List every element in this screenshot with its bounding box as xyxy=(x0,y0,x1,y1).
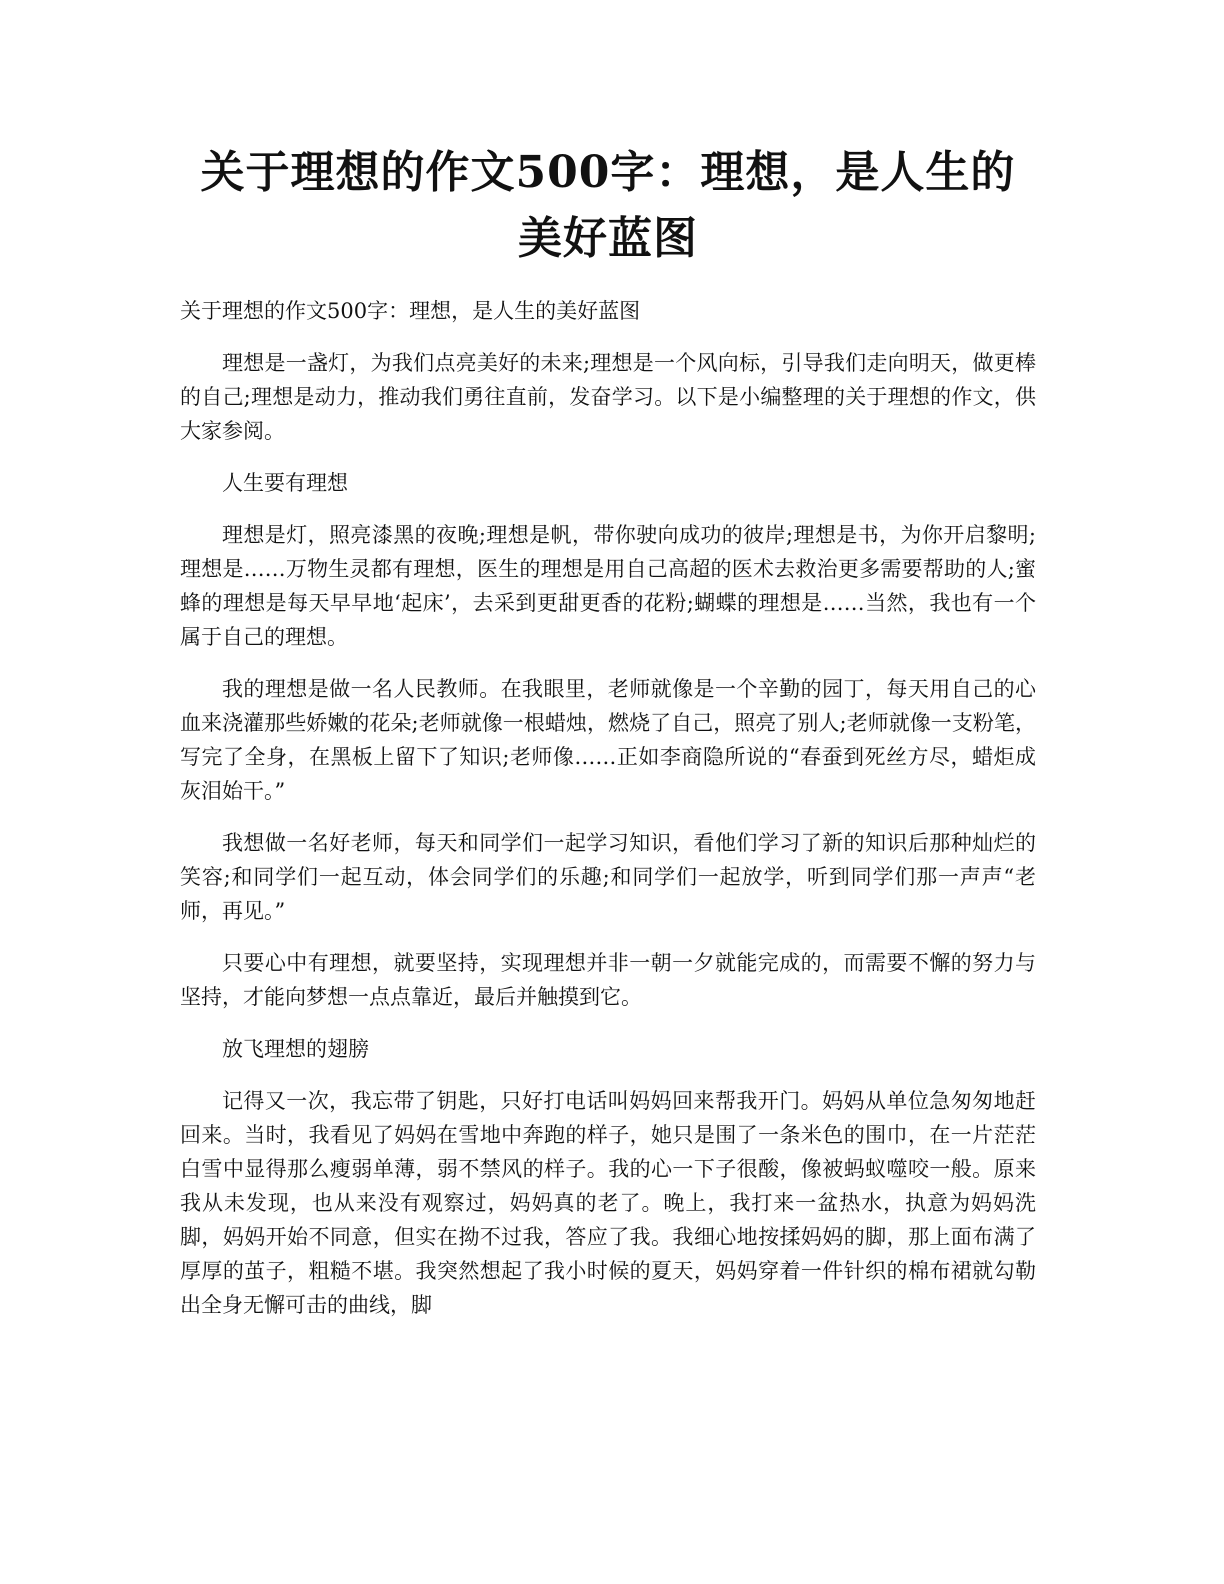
paragraph: 记得又一次，我忘带了钥匙，只好打电话叫妈妈回来帮我开门。妈妈从单位急匆匆地赶回来。当时，我看见了妈妈在雪地中奔跑的样子，她只是围了一条米色的围巾，在一片茫茫白雪中显得那么瘦弱单薄，弱不禁风的样子。我的心一下子很酸，像被蚂蚁噬咬一般。原来我从未发现，也从来没有观察过，妈妈真的老了。晚上，我打来一盆热水，执意为妈妈洗脚，妈妈开始不同意，但实在拗不过我，答应了我。我细心地按揉妈妈的脚，那上面布满了厚厚的茧子，粗糙不堪。我突然想起了我小时候的夏天，妈妈穿着一件针织的棉布裙就勾勒出全身无懈可击的曲线，脚 xyxy=(180,1089,1036,1317)
section-heading-2: 放飞理想的翅膀 xyxy=(222,1037,369,1061)
document-subtitle: 关于理想的作文500字：理想，是人生的美好蓝图 xyxy=(180,299,641,323)
paragraph: 我想做一名好老师，每天和同学们一起学习知识，看他们学习了新的知识后那种灿烂的笑容;和同学们一起互动，体会同学们的乐趣;和同学们一起放学，听到同学们那一声声“老师，再见。” xyxy=(180,831,1036,923)
intro-paragraph: 理想是一盏灯，为我们点亮美好的未来;理想是一个风向标，引导我们走向明天，做更棒的自己;理想是动力，推动我们勇往直前，发奋学习。以下是小编整理的关于理想的作文，供大家参阅。 xyxy=(180,351,1036,443)
document-title: 关于理想的作文500字：理想，是人生的美好蓝图 xyxy=(200,147,1016,264)
paragraph: 只要心中有理想，就要坚持，实现理想并非一朝一夕就能完成的，而需要不懈的努力与坚持，才能向梦想一点点靠近，最后并触摸到它。 xyxy=(180,951,1036,1009)
paragraph: 我的理想是做一名人民教师。在我眼里，老师就像是一个辛勤的园丁，每天用自己的心血来浇灌那些娇嫩的花朵;老师就像一根蜡烛，燃烧了自己，照亮了别人;老师就像一支粉笔，写完了全身，在黑板上留下了知识;老师像……正如李商隐所说的“春蚕到死丝方尽，蜡炬成灰泪始干。” xyxy=(180,677,1036,803)
section-heading-1: 人生要有理想 xyxy=(222,471,348,495)
paragraph: 理想是灯，照亮漆黑的夜晚;理想是帆，带你驶向成功的彼岸;理想是书，为你开启黎明;理想是……万物生灵都有理想，医生的理想是用自己高超的医术去救治更多需要帮助的人;蜜蜂的理想是每天早早地‘起床’，去采到更甜更香的花粉;蝴蝶的理想是……当然，我也有一个属于自己的理想。 xyxy=(180,523,1036,649)
document-page xyxy=(180,140,1036,1322)
